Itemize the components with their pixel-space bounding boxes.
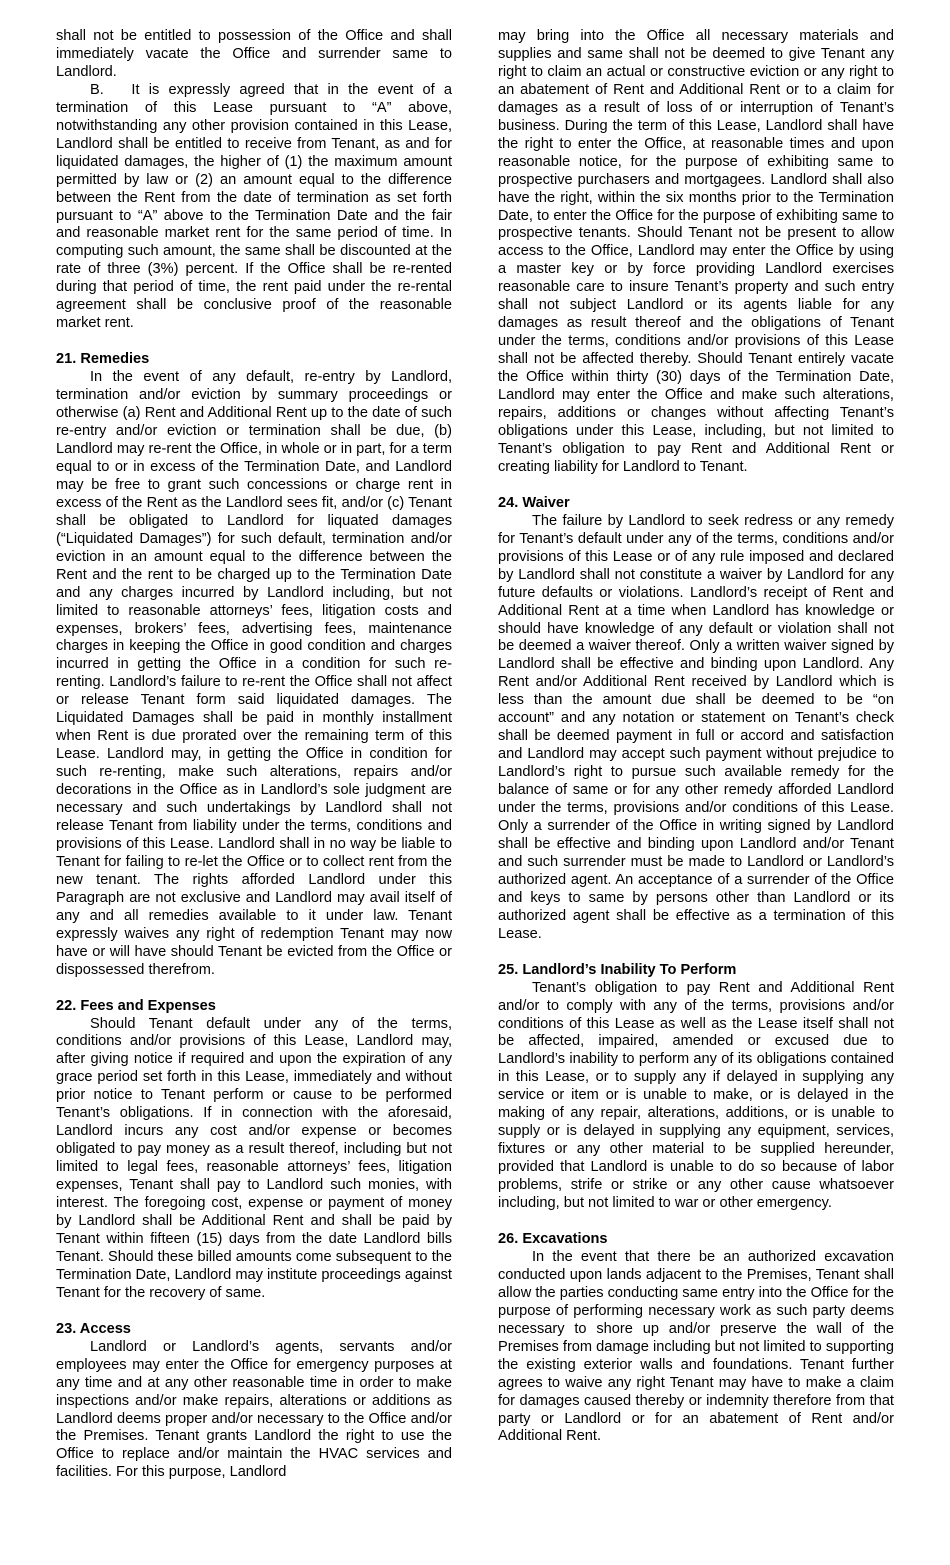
right-column <box>498 28 894 1446</box>
spacer <box>498 1213 894 1231</box>
section-23-body: Landlord or Landlord’s agents, servants and/or employees may enter the Office for emergency purposes at any time and at any other reasonable time in order to make inspections and/or make repairs, alterations or additions as Landlord deems proper and/or necessary to the Office and/or the Premises. Tenant grants Landlord the right to use the Office to replace and/or maintain the HVAC services and facilities. For this purpose, Landlord <box>56 1338 452 1481</box>
section-24-heading: 24. Waiver <box>498 494 570 511</box>
section-23-access <box>56 1321 452 1483</box>
section-25-inability-to-perform <box>498 962 894 1213</box>
section-21-body: In the event of any default, re-entry by Landlord, termination and/or eviction by summary proceedings or otherwise (a) Rent and Additional Rent up to the date of such re-entry and/or eviction or termination shall be due, (b) Landlord may re-rent the Office, in whole or in part, for a term equal to or in excess of the Termination Date, and Landlord may be free to grant such concessions or charge rent in excess of the Rent as the Landlord sees fit, and/or (c) Tenant shall be obligated to Landlord for liquated damages (“Liquidated Damages”) for such default, termination and/or eviction in an amount equal to the difference between the Rent and the rent to be charged up to the Termination Date and any charges incurred by Landlord including, but not limited to reasonable attorneys’ fees, litigation costs and expenses, brokers’ fees, advertising fees, maintenance charges in keeping the Office in good condition and charges incurred in getting the Office in a condition for such re-renting. Landlord’s failure to re-rent the Office shall not affect or release Tenant form said liquidated damages. The Liquidated Damages shall be paid in monthly installment when Rent is due prorated over the remaining term of this Lease. Landlord may, in getting the Office in condition for such re-renting, make such alterations, repairs and/or decorations in the Office as in Landlord’s sole judgment are necessary and such undertakings by Landlord shall not release Tenant from liability under the terms, conditions and provisions of this Lease. Landlord shall in no way be liable to Tenant for failing to re-let the Office or to collect rent from the new tenant. The rights afforded Landlord under this Paragraph are not exclusive and Landlord may avail itself of any and all remedies available to it under law. Tenant expressly waives any right of redemption Tenant may now have or will have should Tenant be evicted from the Office or dispossessed therefrom. <box>56 369 452 978</box>
spacer <box>56 1303 452 1321</box>
section-26-excavations <box>498 1231 894 1446</box>
section-24-waiver <box>498 495 894 944</box>
section-22-heading: 22. Fees and Expenses <box>56 997 216 1014</box>
spacer <box>56 333 452 351</box>
section-22-fees-and-expenses <box>56 998 452 1303</box>
section-22-body: Should Tenant default under any of the terms, conditions and/or provisions of this Lease, Landlord may, after giving notice if required and upon the expiration of any grace period set forth in this Lease, immediately and without prior notice to Tenant perform or cause to be performed Tenant’s obligations. If in connection with the aforesaid, Landlord incurs any cost and/or expense or becomes obligated to pay money as a result thereof, including but not limited to legal fees, reasonable attorneys’ fees, litigation expenses, Tenant shall pay to Landlord such monies, with interest. The foregoing cost, expense or payment of money by Landlord shall be Additional Rent and shall be paid by Tenant within fifteen (15) days from the date Landlord bills Tenant. Should these billed amounts come subsequent to the Termination Date, Landlord may institute proceedings against Tenant for the recovery of same. <box>56 1015 452 1301</box>
section-25-heading: 25. Landlord’s Inability To Perform <box>498 961 737 978</box>
spacer <box>498 944 894 962</box>
section-21-heading: 21. Remedies <box>56 351 150 368</box>
section-21-remedies <box>56 351 452 979</box>
paragraph-b: B. It is expressly agreed that in the event of a termination of this Lease pursuant to “A” above, notwithstanding any other provision contained in this Lease, Landlord shall be entitled to receive from Tenant, as and for liquidated damages, the higher of (1) the maximum amount permitted by law or (2) an amount equal to the difference between the Rent from the date of termination as set forth pursuant to “A” above to the Termination Date and the fair and reasonable market rent for the same period of time. In computing such amount, the same shall be discounted at the rate of three (3%) percent. If the Office shall be re-rented during that period of time, the rent paid under the re-rental agreement shall be conclusive proof of the reasonable market rent. <box>56 81 452 332</box>
section-26-body: In the event that there be an authorized excavation conducted upon lands adjacent to the Premises, Tenant shall allow the parties conducting same entry into the Office for the purpose of performing necessary work as such party deems necessary to shore up and/or preserve the wall of the Premises from damage including but not limited to supporting the existing exterior walls and foundations. Tenant further agrees to waive any right Tenant may have to make a claim for damages caused thereby or indemnity therefore from that party or Landlord or for an abatement of Rent and/or Additional Rent. <box>498 1248 894 1445</box>
spacer <box>498 477 894 495</box>
section-23-heading: 23. Access <box>56 1320 131 1337</box>
section-26-heading: 26. Excavations <box>498 1231 608 1247</box>
spacer <box>56 980 452 998</box>
section-25-body: Tenant’s obligation to pay Rent and Additional Rent and/or to comply with any of the terms, provisions and/or conditions of this Lease as well as the Lease itself shall not be affected, impaired, amended or excused due to Landlord’s inability to perform any of its obligations contained in this Lease, or to supply any if delayed in supplying any service or item or is unable to make, or is delayed in the making of any repair, alterations, additions, or is unable to supply or is delayed in supplying any equipment, services, fixtures or any other material to be supplied hereunder, provided that Landlord is unable to do so because of labor problems, strife or strike or any other cause whatsoever including, but not limited to war or other emergency. <box>498 979 894 1212</box>
section-24-body: The failure by Landlord to seek redress or any remedy for Tenant’s default under any of the terms, conditions and/or provisions of this Lease or of any rule imposed and declared by Landlord shall not constitute a waiver by Landlord for any future defaults or violations. Landlord’s receipt of Rent and Additional Rent at a time when Landlord has knowledge or should have knowledge of any default or violation shall not be deemed a waiver thereof. Only a written waiver signed by Landlord shall be effective and binding upon Landlord. Any Rent and/or Additional Rent received by Landlord which is less than the amount due shall be deemed to be “on account” and any notation or statement on Tenant’s check shall be deemed payment in full or accord and satisfaction and Landlord may accept such payment without prejudice to Landlord’s right to pursue such available remedy for the balance of same or for any other remedy afforded Landlord under the terms, provisions and/or conditions of this Lease. Only a surrender of the Office in writing signed by Landlord shall be effective and binding upon Landlord and/or Tenant and such surrender must be made to Landlord or Landlord’s authorized agent. An acceptance of a surrender of the Office and keys to same by persons other than Landlord or its authorized agent shall be effective as a termination of this Lease. <box>498 512 894 942</box>
intro-paragraph: shall not be entitled to possession of the Office and shall immediately vacate the Office and surrender same to Landlord. <box>56 28 452 80</box>
left-column <box>56 28 452 1482</box>
access-continued-paragraph: may bring into the Office all necessary materials and supplies and same shall not be deemed to give Tenant any right to claim an actual or constructive eviction or any right to an abatement of Rent and Additional Rent or to a claim for damages as a result of loss of or interruption of Tenant’s business. During the term of this Lease, Landlord shall have the right to enter the Office, at reasonable times and upon reasonable notice, for the purpose of exhibiting same to prospective purchasers and mortgagees. Landlord shall also have the right, within the six months prior to the Termination Date, to enter the Office for the purpose of exhibiting same to prospective tenants. Should Tenant not be present to allow access to the Office, Landlord may enter the Office by using a master key or by force providing Landlord exercises reasonable care to insure Tenant’s property and such entry shall not subject Landlord or its agents liable for any damages as result thereof and the obligations of Tenant under the terms, conditions and/or provisions of this Lease shall not be affected thereby. Should Tenant entirely vacate the Office within thirty (30) days of the Termination Date, Landlord may enter the Office and make such alterations, repairs, additions or changes without affecting Tenant’s obligations under this Lease, including, but not limited to Tenant’s obligation to pay Rent and Additional Rent or creating liability for Landlord to Tenant. <box>498 28 894 475</box>
